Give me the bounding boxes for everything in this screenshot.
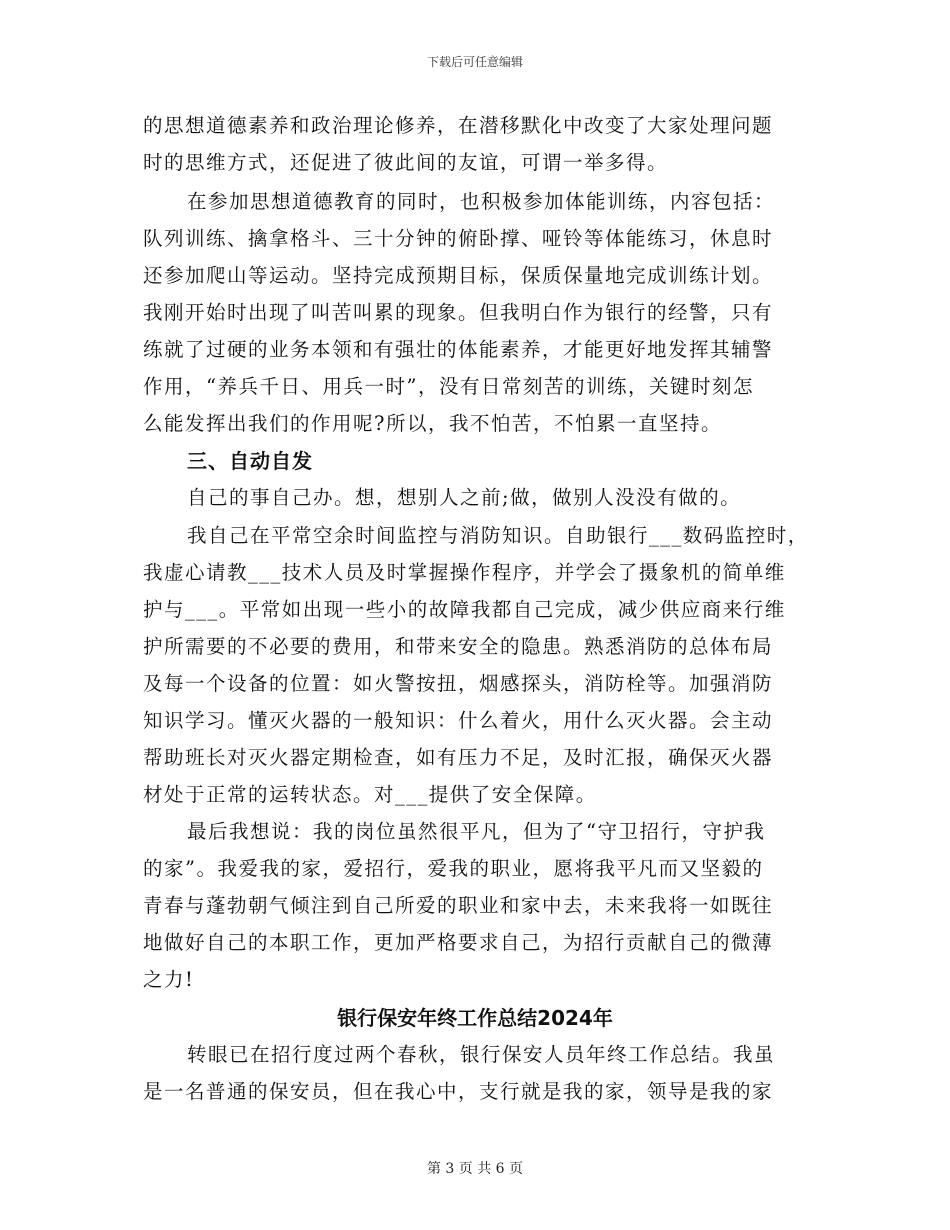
paragraph-line: 材处于正常的运转状态。对___提供了安全保障。 bbox=[143, 783, 597, 806]
paragraph-line: 我自己在平常空余时间监控与消防知识。自助银行___数码监控时， bbox=[187, 524, 809, 547]
paragraph-line: 作用，“养兵千日、用兵一时”，没有日常刻苦的训练，关键时刻怎 bbox=[143, 375, 754, 398]
paragraph-line: 么能发挥出我们的作用呢?所以，我不怕苦，不怕累一直坚持。 bbox=[143, 412, 722, 435]
paragraph-line: 的家”。我爱我的家，爱招行，爱我的职业，愿将我平凡而又坚毅的 bbox=[143, 857, 764, 880]
paragraph-line: 地做好自己的本职工作，更加严格要求自己，为招行贡献自己的微薄 bbox=[143, 931, 774, 954]
paragraph-line: 队列训练、擒拿格斗、三十分钟的俯卧撑、哑铃等体能练习，休息时 bbox=[143, 227, 774, 250]
paragraph-line: 之力! bbox=[143, 968, 195, 991]
page-footer-page-number: 第 3 页 共 6 页 bbox=[426, 1161, 524, 1177]
paragraph-line: 我虚心请教___技术人员及时掌握操作程序，并学会了摄象机的简单维 bbox=[143, 561, 786, 584]
paragraph-line: 护所需要的不必要的费用，和带来安全的隐患。熟悉消防的总体布局 bbox=[143, 635, 774, 658]
document-title: 银行保安年终工作总结2024年 bbox=[337, 1006, 613, 1030]
paragraph-line: 帮助班长对灭火器定期检查，如有压力不足，及时汇报，确保灭火器 bbox=[143, 746, 774, 769]
paragraph-line: 青春与蓬勃朝气倾注到自己所爱的职业和家中去，未来我将一如既往 bbox=[143, 894, 774, 917]
paragraph-line: 时的思维方式，还促进了彼此间的友谊，可谓一举多得。 bbox=[143, 151, 669, 174]
paragraph-line: 知识学习。懂灭火器的一般知识：什么着火，用什么灭火器。会主动 bbox=[143, 709, 774, 732]
paragraph-line: 是一名普通的保安员，但在我心中，支行就是我的家，领导是我的家 bbox=[143, 1080, 774, 1103]
paragraph-line: 练就了过硬的业务本领和有强壮的体能素养，才能更好地发挥其辅警 bbox=[143, 338, 774, 361]
paragraph-line: 的思想道德素养和政治理论修养，在潜移默化中改变了大家处理问题 bbox=[143, 114, 774, 137]
paragraph-line: 最后我想说：我的岗位虽然很平凡，但为了“守卫招行，守护我 bbox=[187, 820, 766, 843]
section-heading: 三、自动自发 bbox=[187, 449, 313, 473]
paragraph-line: 转眼已在招行度过两个春秋，银行保安人员年终工作总结。我虽 bbox=[187, 1043, 776, 1066]
paragraph-line: 护与___。平常如出现一些小的故障我都自己完成，减少供应商来行维 bbox=[143, 598, 786, 621]
paragraph-line: 还参加爬山等运动。坚持完成预期目标，保质保量地完成训练计划。 bbox=[143, 264, 774, 287]
paragraph-line: 自己的事自己办。想，想别人之前;做，做别人没没有做的。 bbox=[187, 486, 742, 509]
paragraph-line: 在参加思想道德教育的同时，也积极参加体能训练，内容包括： bbox=[187, 190, 776, 213]
page-header-note: 下载后可任意编辑 bbox=[426, 55, 523, 69]
paragraph-line: 及每一个设备的位置：如火警按扭，烟感探头，消防栓等。加强消防 bbox=[143, 672, 774, 695]
paragraph-line: 我刚开始时出现了叫苦叫累的现象。但我明白作为银行的经警，只有 bbox=[143, 301, 774, 324]
